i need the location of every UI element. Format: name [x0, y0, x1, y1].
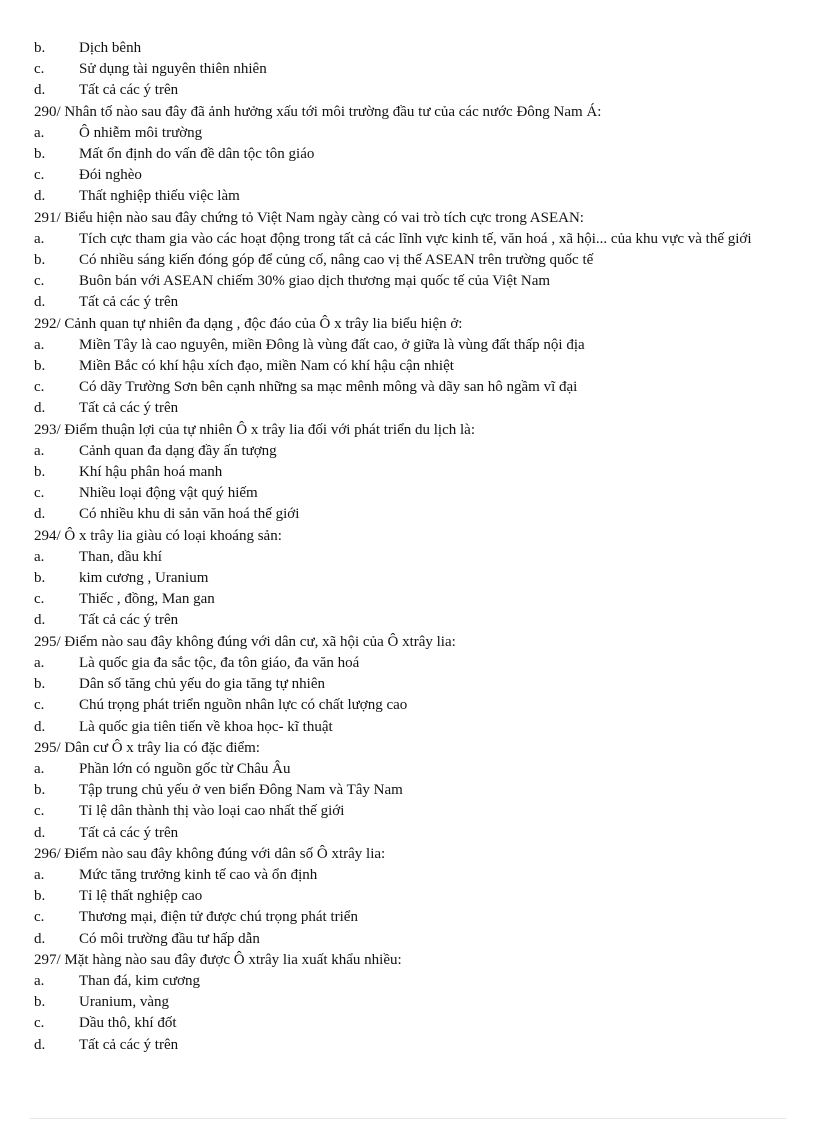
option-text: Tất cả các ý trên	[79, 824, 179, 841]
option-text: Tập trung chủ yếu ở ven biển Đông Nam và Tây Nam	[79, 782, 403, 799]
option-letter: c.	[34, 61, 45, 78]
answer-option	[34, 186, 802, 207]
option-text: Dầu thô, khí đốt	[79, 1015, 177, 1032]
answer-option	[34, 229, 802, 250]
option-letter: a.	[34, 866, 45, 883]
option-letter: d.	[34, 188, 46, 205]
option-text: Tỉ lệ dân thành thị vào loại cao nhất thế giới	[79, 803, 345, 820]
option-letter: a.	[34, 548, 45, 565]
option-letter: b.	[34, 782, 46, 799]
option-letter: b.	[34, 252, 46, 269]
option-letter: c.	[34, 697, 45, 714]
answer-option	[34, 568, 802, 589]
answer-option	[34, 441, 802, 462]
option-text: Dân số tăng chủ yếu do gia tăng tự nhiên	[79, 676, 325, 693]
answer-option	[34, 610, 802, 631]
option-letter: c.	[34, 167, 45, 184]
quiz-content	[34, 38, 802, 1056]
option-text: Miền Tây là cao nguyên, miền Đông là vùng đất cao, ở giữa là vùng đất thấp nội địa	[79, 336, 585, 353]
option-letter: c.	[34, 803, 45, 820]
question-stem: 295/ Dân cư Ô x trây lia có đặc điểm:	[34, 739, 260, 756]
option-text: Có dãy Trường Sơn bên cạnh những sa mạc mênh mông và dãy san hô ngầm vĩ đại	[79, 379, 578, 396]
option-letter: c.	[34, 379, 45, 396]
answer-option	[34, 504, 802, 525]
option-text: Than, dầu khí	[79, 548, 162, 565]
question-stem: 292/ Cảnh quan tự nhiên đa dạng , độc đáo của Ô x trây lia biểu hiện ở:	[34, 315, 463, 332]
option-text: Cảnh quan đa dạng đầy ấn tượng	[79, 442, 277, 459]
option-text: Chú trọng phát triển nguồn nhân lực có chất lượng cao	[79, 697, 408, 714]
option-letter: d.	[34, 930, 46, 947]
option-text: Than đá, kim cương	[79, 972, 201, 989]
option-text: Là quốc gia tiên tiến về khoa học- kĩ thuật	[79, 718, 333, 735]
option-text: Thiếc , đồng, Man gan	[79, 591, 215, 608]
option-text: Uranium, vàng	[79, 994, 169, 1011]
option-letter: c.	[34, 485, 45, 502]
option-letter: c.	[34, 909, 45, 926]
option-letter: d.	[34, 824, 46, 841]
option-letter: b.	[34, 40, 46, 56]
option-letter: d.	[34, 294, 46, 311]
answer-option	[34, 547, 802, 568]
option-text: Mất ổn định do vấn đề dân tộc tôn giáo	[79, 146, 315, 163]
answer-option	[34, 929, 802, 950]
answer-option	[34, 59, 802, 80]
question-stem: 293/ Điểm thuận lợi của tự nhiên Ô x trây lia đối với phát triển du lịch là:	[34, 421, 475, 438]
option-letter: b.	[34, 676, 46, 693]
option-letter: a.	[34, 124, 45, 141]
option-text: Có nhiều sáng kiến đóng góp để củng cố, nâng cao vị thế ASEAN trên trường quốc tế	[79, 252, 594, 269]
option-text: Có nhiều khu di sản văn hoá thế giới	[79, 506, 300, 523]
answer-option	[34, 780, 802, 801]
option-letter: b.	[34, 464, 46, 481]
answer-option	[34, 165, 802, 186]
option-letter: b.	[34, 146, 46, 163]
answer-option	[34, 271, 802, 292]
option-text: Dịch bênh	[79, 40, 142, 56]
answer-option	[34, 886, 802, 907]
option-text: Thất nghiệp thiếu việc làm	[79, 188, 240, 205]
answer-option	[34, 144, 802, 165]
option-text: Tất cả các ý trên	[79, 294, 179, 311]
option-letter: d.	[34, 1036, 46, 1053]
option-letter: a.	[34, 336, 45, 353]
option-text: Tất cả các ý trên	[79, 612, 179, 629]
option-text: Phần lớn có nguồn gốc từ Châu Âu	[79, 760, 291, 777]
question-stem: 291/ Biểu hiện nào sau đây chứng tỏ Việt Nam ngày càng có vai trò tích cực trong ASEAN:	[34, 209, 584, 226]
option-letter: c.	[34, 273, 45, 290]
option-text: Ô nhiễm môi trường	[79, 124, 203, 141]
answer-option	[34, 483, 802, 504]
question-stem: 290/ Nhân tố nào sau đây đã ảnh hưởng xấu tới môi trường đầu tư của các nước Đông Nam Á:	[34, 103, 602, 120]
question-stem: 296/ Điểm nào sau đây không đúng với dân số Ô xtrây lia:	[34, 845, 386, 862]
option-text: Thương mại, điện tử được chú trọng phát triển	[79, 909, 358, 926]
option-letter: a.	[34, 760, 45, 777]
answer-option	[34, 80, 802, 101]
answer-option	[34, 717, 802, 738]
answer-option	[34, 865, 802, 886]
option-text: Sử dụng tài nguyên thiên nhiên	[79, 61, 267, 78]
answer-option	[34, 250, 802, 271]
answer-option	[34, 1013, 802, 1034]
page-bottom-rule	[30, 1118, 786, 1119]
answer-option	[34, 292, 802, 313]
answer-option	[34, 123, 802, 144]
option-letter: a.	[34, 972, 45, 989]
option-letter: a.	[34, 230, 45, 247]
answer-option	[34, 823, 802, 844]
answer-option	[34, 335, 802, 356]
option-text: kim cương , Uranium	[79, 570, 209, 587]
option-letter: a.	[34, 654, 45, 671]
option-letter: b.	[34, 358, 46, 375]
option-text: Tất cả các ý trên	[79, 82, 179, 99]
option-letter: b.	[34, 888, 46, 905]
option-letter: d.	[34, 400, 46, 417]
option-text: Tất cả các ý trên	[79, 400, 179, 417]
option-text: Tích cực tham gia vào các hoạt động trong tất cả các lĩnh vực kinh tế, văn hoá , xã hội... của khu vực và thế giới	[79, 230, 752, 247]
option-text: Buôn bán với ASEAN chiếm 30% giao dịch thương mại quốc tế của Việt Nam	[79, 273, 551, 290]
answer-option	[34, 801, 802, 822]
answer-option	[34, 589, 802, 610]
answer-option	[34, 356, 802, 377]
option-letter: d.	[34, 718, 46, 735]
answer-option	[34, 653, 802, 674]
option-text: Có môi trường đầu tư hấp dẫn	[79, 930, 260, 947]
answer-option	[34, 377, 802, 398]
option-letter: b.	[34, 570, 46, 587]
question-stem: 297/ Mặt hàng nào sau đây được Ô xtrây lia xuất khẩu nhiều:	[34, 951, 402, 968]
answer-option	[34, 907, 802, 928]
option-text: Đói nghèo	[79, 167, 142, 184]
option-letter: a.	[34, 442, 45, 459]
answer-option	[34, 1035, 802, 1056]
answer-option	[34, 674, 802, 695]
answer-option	[34, 971, 802, 992]
answer-option	[34, 38, 802, 59]
answer-option	[34, 398, 802, 419]
option-letter: c.	[34, 1015, 45, 1032]
answer-option	[34, 695, 802, 716]
option-text: Tất cả các ý trên	[79, 1036, 179, 1053]
option-text: Khí hậu phân hoá manh	[79, 464, 223, 481]
option-letter: d.	[34, 612, 46, 629]
option-text: Nhiều loại động vật quý hiếm	[79, 485, 258, 502]
answer-option	[34, 759, 802, 780]
answer-option	[34, 462, 802, 483]
question-stem: 294/ Ô x trây lia giàu có loại khoáng sản:	[34, 527, 282, 544]
option-text: Miền Bắc có khí hậu xích đạo, miền Nam có khí hậu cận nhiệt	[79, 358, 454, 375]
option-text: Là quốc gia đa sắc tộc, đa tôn giáo, đa văn hoá	[79, 654, 360, 671]
answer-option	[34, 992, 802, 1013]
question-stem: 295/ Điểm nào sau đây không đúng với dân cư, xã hội của Ô xtrây lia:	[34, 633, 456, 650]
option-text: Mức tăng trưởng kinh tế cao và ổn định	[79, 866, 318, 883]
option-letter: c.	[34, 591, 45, 608]
option-letter: b.	[34, 994, 46, 1011]
option-letter: d.	[34, 82, 46, 99]
option-text: Tỉ lệ thất nghiệp cao	[79, 888, 203, 905]
option-letter: d.	[34, 506, 46, 523]
